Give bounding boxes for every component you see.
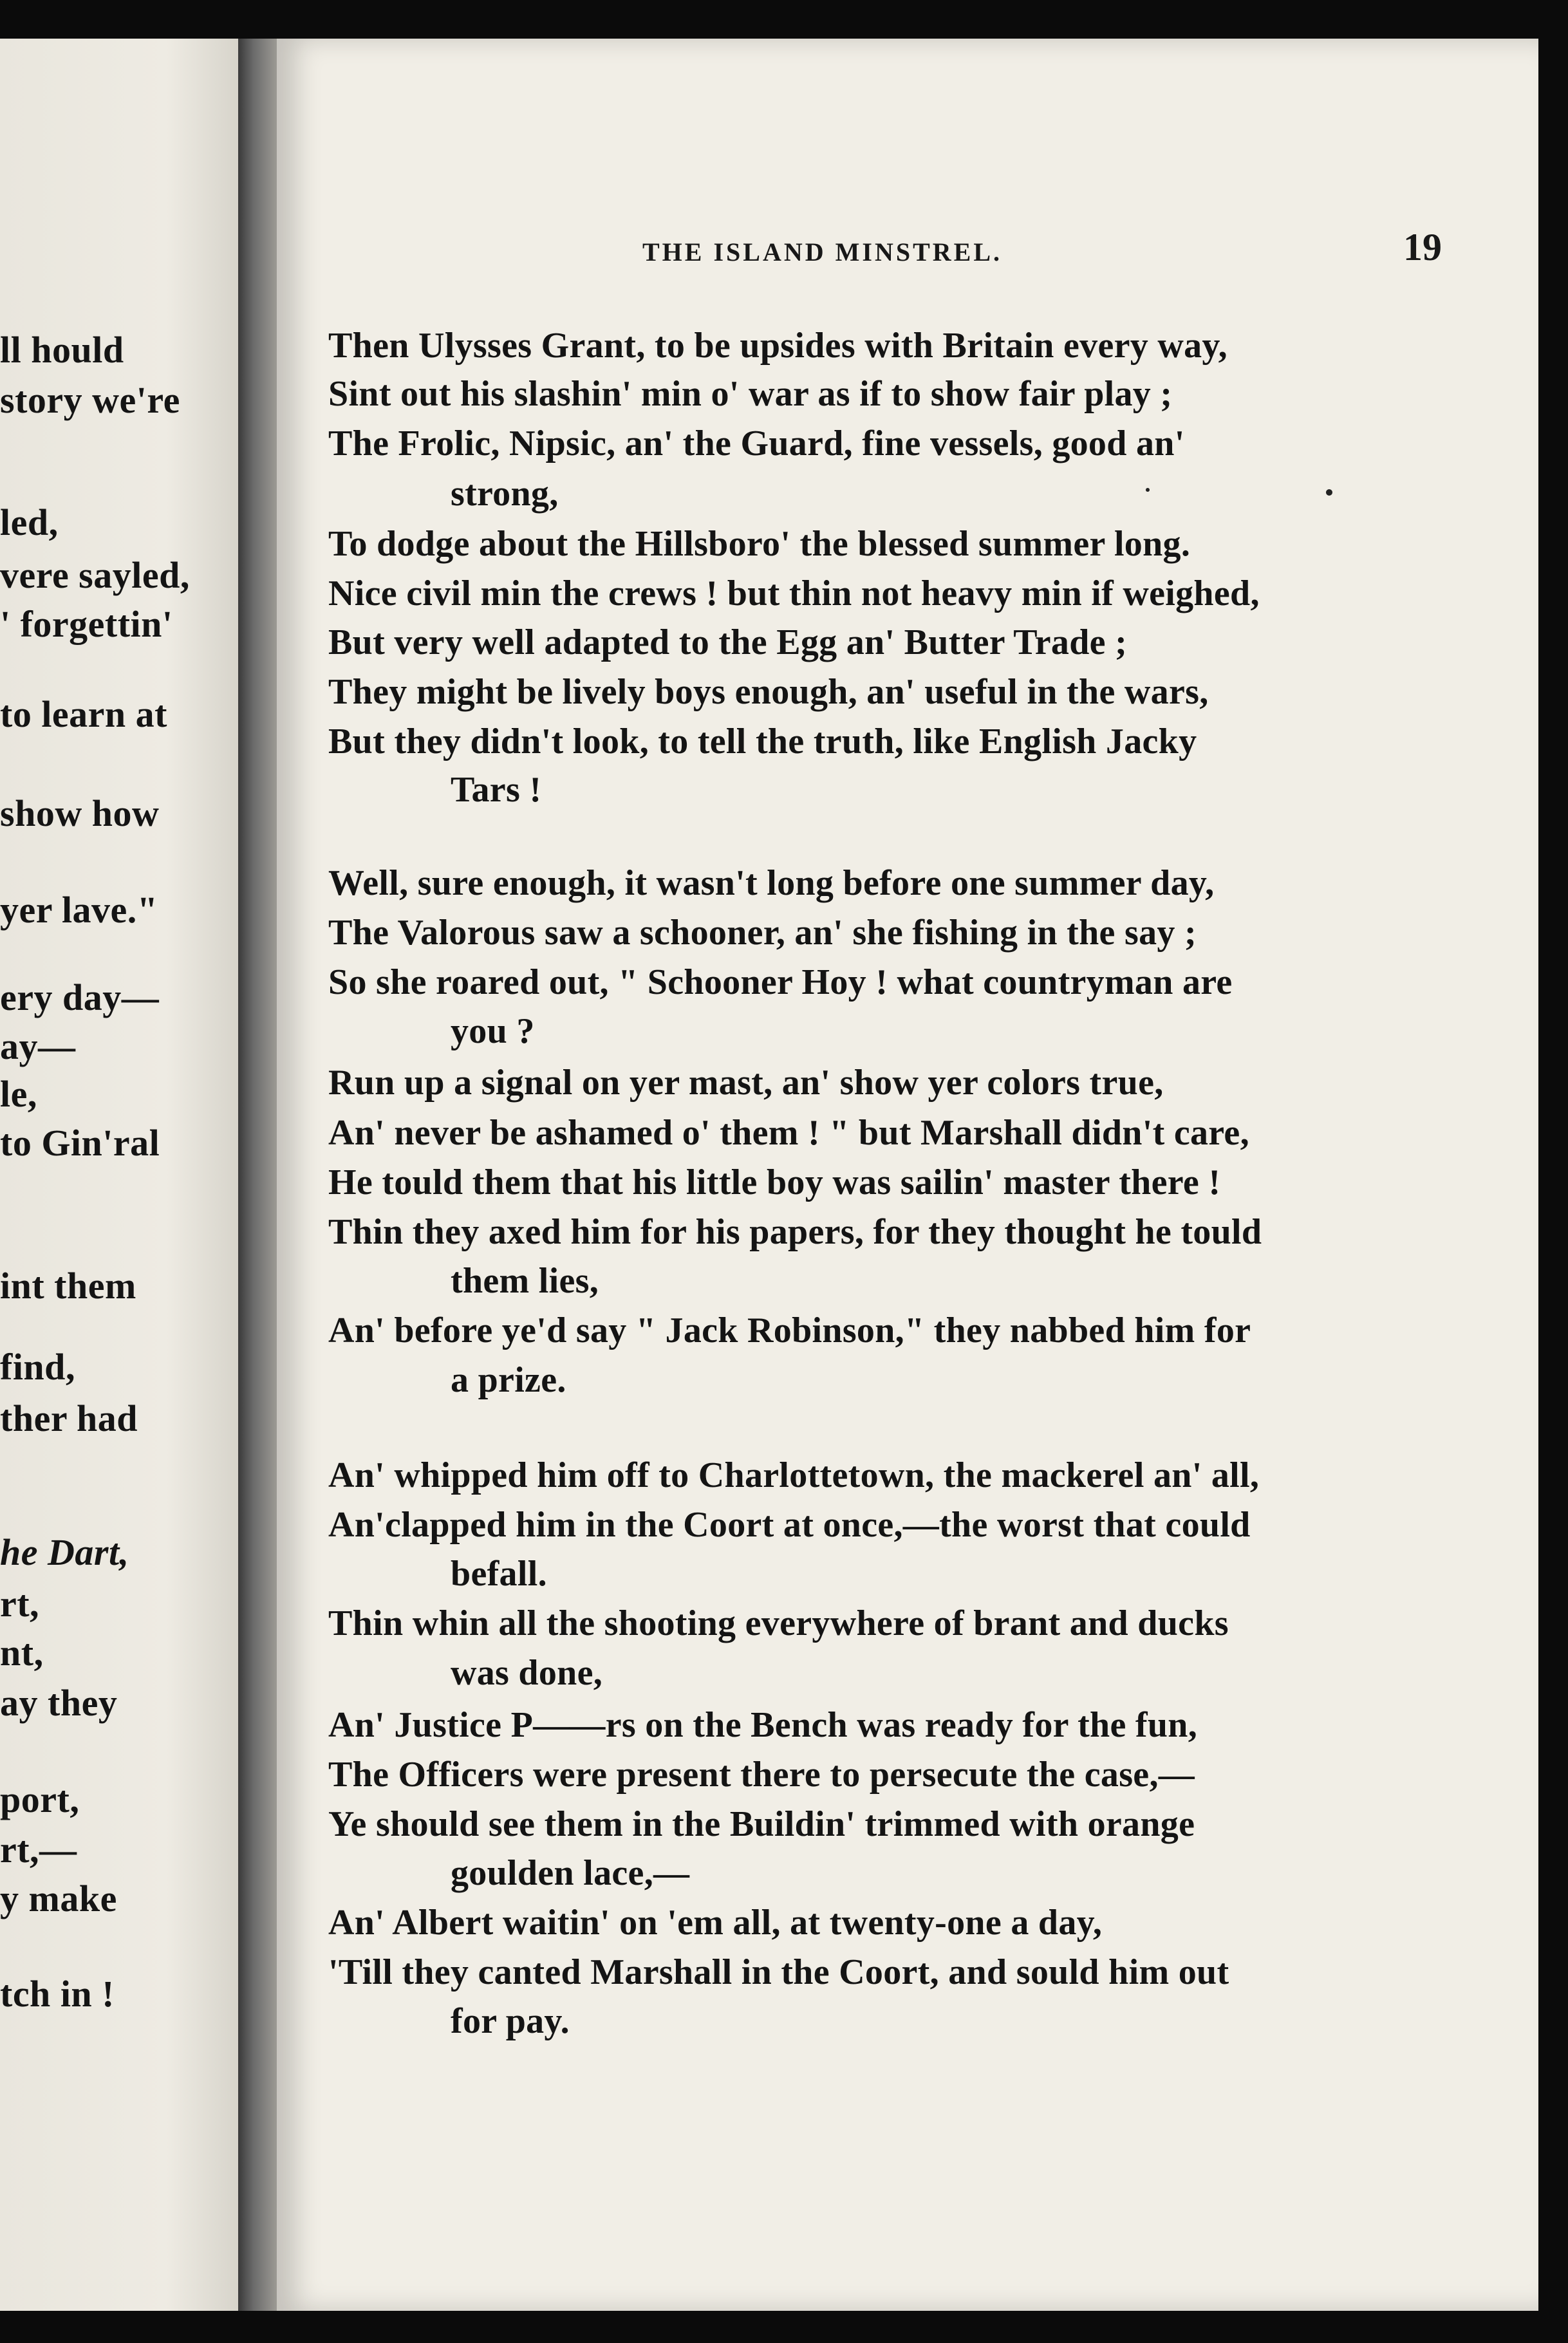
left-page-line: ll hould xyxy=(0,329,124,371)
left-page-fragment xyxy=(0,39,238,2311)
verse-line: 'Till they canted Marshall in the Coort, and sould him out xyxy=(328,1952,1229,1992)
verse-line: The Frolic, Nipsic, an' the Guard, fine vessels, good an' xyxy=(328,424,1185,463)
left-page-line: y make xyxy=(0,1878,117,1919)
verse-line: An'clapped him in the Coort at once,—the worst that could xyxy=(328,1505,1251,1545)
verse-line: Run up a signal on yer mast, an' show yer colors true, xyxy=(328,1063,1164,1103)
left-page-line: story we're xyxy=(0,379,180,421)
left-page-line: he Dart, xyxy=(0,1531,129,1573)
left-page-line: ay— xyxy=(0,1025,76,1067)
verse-line: An' before ye'd say " Jack Robinson," they nabbed him for xyxy=(328,1311,1251,1350)
left-page-line: to learn at xyxy=(0,693,167,735)
left-page-line: le, xyxy=(0,1073,37,1115)
left-page-line: yer lave." xyxy=(0,889,158,931)
verse-line-continuation: for pay. xyxy=(451,2001,570,2041)
book-gutter xyxy=(238,39,277,2311)
verse-line-continuation: befall. xyxy=(451,1554,547,1594)
verse-line: An' Albert waitin' on 'em all, at twenty-one a day, xyxy=(328,1903,1103,1943)
verse-line: Then Ulysses Grant, to be upsides with Britain every way, xyxy=(328,326,1227,366)
verse-line-continuation: goulden lace,— xyxy=(451,1853,690,1893)
verse-line: Ye should see them in the Buildin' trimmed with orange xyxy=(328,1804,1195,1844)
left-page-line: ' forgettin' xyxy=(0,603,173,645)
verse-line: Well, sure enough, it wasn't long before one summer day, xyxy=(328,863,1215,903)
left-page-line: ther had xyxy=(0,1397,138,1439)
left-page-line: led, xyxy=(0,501,59,543)
page-number: 19 xyxy=(1403,226,1442,268)
verse-line: An' whipped him off to Charlottetown, the mackerel an' all, xyxy=(328,1455,1260,1495)
verse-line: The Valorous saw a schooner, an' she fishing in the say ; xyxy=(328,913,1197,953)
left-page-line: rt, xyxy=(0,1583,40,1625)
ink-speck xyxy=(1146,488,1150,492)
verse-line: He tould them that his little boy was sailin' master there ! xyxy=(328,1162,1221,1202)
verse-line: Thin they axed him for his papers, for they thought he tould xyxy=(328,1212,1262,1252)
verse-line-continuation: was done, xyxy=(451,1653,603,1693)
left-page-line: show how xyxy=(0,792,160,834)
verse-line: So she roared out, " Schooner Hoy ! what countryman are xyxy=(328,962,1233,1002)
verse-line: But very well adapted to the Egg an' Butter Trade ; xyxy=(328,622,1128,662)
verse-line: An' never be ashamed o' them ! " but Marshall didn't care, xyxy=(328,1113,1249,1153)
verse-line: Nice civil min the crews ! but thin not heavy min if weighed, xyxy=(328,574,1260,613)
left-page-line: int them xyxy=(0,1265,136,1307)
left-page-line: rt,— xyxy=(0,1829,77,1871)
verse-line: The Officers were present there to persecute the case,— xyxy=(328,1755,1195,1795)
verse-line: But they didn't look, to tell the truth, like English Jacky xyxy=(328,722,1197,761)
verse-line-continuation: you ? xyxy=(451,1011,535,1051)
verse-line: They might be lively boys enough, an' useful in the wars, xyxy=(328,672,1209,712)
left-page-line: ay they xyxy=(0,1682,118,1724)
left-page-line: find, xyxy=(0,1346,75,1388)
verse-line-continuation: a prize. xyxy=(451,1360,566,1400)
left-page-line: port, xyxy=(0,1778,80,1820)
right-page xyxy=(277,39,1538,2311)
verse-line-continuation: them lies, xyxy=(451,1261,599,1301)
left-page-line: nt, xyxy=(0,1632,44,1674)
verse-line: To dodge about the Hillsboro' the blessed summer long. xyxy=(328,524,1191,564)
verse-line: Sint out his slashin' min o' war as if to show fair play ; xyxy=(328,374,1173,414)
left-page-line: ery day— xyxy=(0,976,160,1018)
verse-line-continuation: Tars ! xyxy=(451,770,542,810)
verse-line-continuation: strong, xyxy=(451,474,559,514)
left-page-line: to Gin'ral xyxy=(0,1122,160,1164)
left-page-line: tch in ! xyxy=(0,1973,115,2015)
left-page-line: vere sayled, xyxy=(0,554,190,596)
verse-line: An' Justice P——rs on the Bench was ready for the fun, xyxy=(328,1705,1198,1745)
running-head: THE ISLAND MINSTREL. xyxy=(642,238,1003,266)
verse-line: Thin whin all the shooting everywhere of brant and ducks xyxy=(328,1603,1229,1643)
ink-speck xyxy=(1326,489,1332,496)
